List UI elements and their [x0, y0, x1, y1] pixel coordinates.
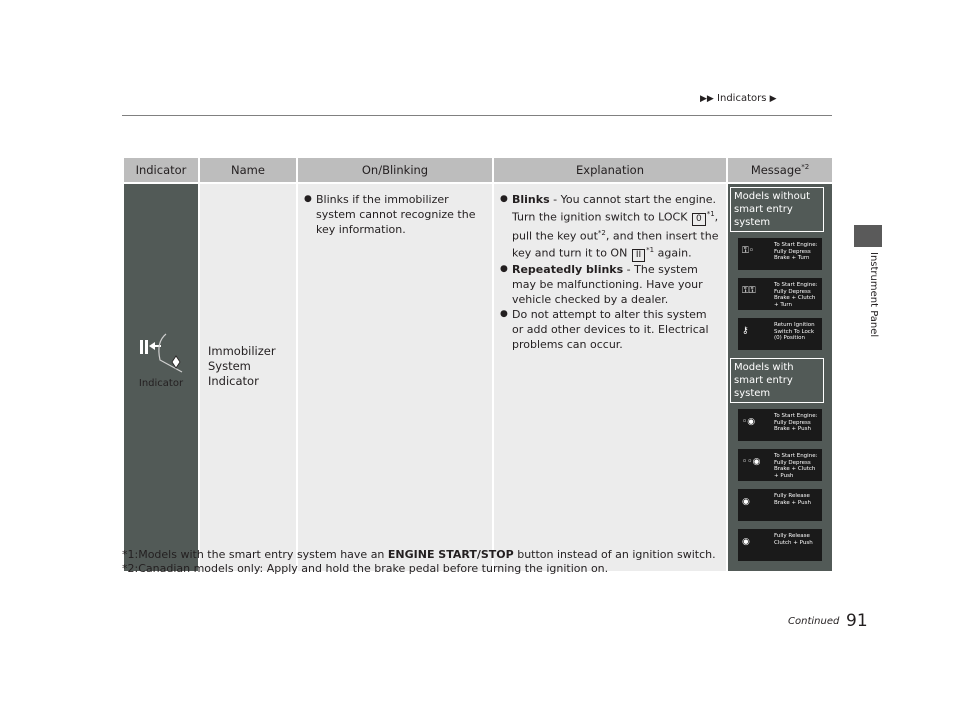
name-cell — [200, 184, 296, 571]
blinks-text-c: , and then insert the key and turn it to ON — [512, 229, 719, 260]
section-label: Instrument Panel — [868, 252, 879, 338]
message-display — [738, 449, 822, 481]
message-text: Fully Release Clutch + Push — [774, 533, 813, 546]
footnote-ref: *1 — [646, 246, 655, 255]
explanation-item-repeated — [500, 262, 720, 307]
indicator-label: Indicator — [138, 378, 184, 389]
message-text: To Start Engine: Fully Depress Brake + Clutch + Turn — [774, 282, 818, 308]
push-button-icon: ◉ — [742, 537, 750, 547]
key-brake-clutch-icon: ⚿⚿ — [742, 286, 756, 296]
message-display — [738, 318, 822, 350]
header-on-blinking: On/Blinking — [298, 158, 492, 182]
continued-label: Continued — [788, 616, 840, 627]
header-indicator: Indicator — [124, 158, 198, 182]
push-brake-clutch-icon: ◦◦◉ — [742, 457, 761, 467]
footnote-1-text-b: button instead of an ignition switch. — [513, 548, 716, 561]
chevron-right-icon: ▶▶ — [700, 94, 714, 104]
message-display — [738, 238, 822, 270]
footnote-1-button-name: ENGINE START/STOP — [387, 548, 514, 561]
table-header-row — [124, 158, 832, 182]
explanation-item-alter: ● Do not attempt to alter this system or add other devices to it. Electrical problems can occur. — [500, 307, 720, 352]
page-number: 91 — [846, 611, 868, 631]
chevron-right-icon: ▶ — [769, 94, 777, 104]
blinks-text-a: - You cannot start the engine. Turn the ignition switch to LOCK — [512, 193, 716, 224]
message-text: Return Ignition Switch To Lock (0) Position — [774, 322, 815, 341]
repeated-term: Repeatedly blinks — [512, 262, 624, 276]
message-cell — [728, 184, 832, 571]
name-line-1: Immobilizer — [208, 344, 276, 358]
repeated-text: - The system may be malfunctioning. Have your vehicle checked by a dealer. — [512, 262, 703, 306]
message-display — [738, 409, 822, 441]
footnote-ref: *2 — [597, 228, 606, 237]
message-text: To Start Engine: Fully Depress Brake + Turn — [774, 242, 818, 261]
header-message-sup: *2 — [801, 163, 810, 172]
header-message — [728, 158, 832, 182]
push-brake-icon: ◦◉ — [742, 417, 756, 427]
footnote-ref: *1 — [706, 210, 715, 218]
blinks-term: Blinks — [512, 193, 550, 206]
footnotes — [122, 548, 716, 576]
name-line-2: System Indicator — [208, 359, 259, 388]
indicator-table — [122, 156, 834, 573]
section-tab — [854, 225, 882, 247]
on-blinking-cell — [298, 184, 492, 571]
models-with-smart-entry-tag: Models with smart entry system — [730, 358, 824, 403]
footnote-1 — [122, 548, 716, 562]
header-message-label: Message — [750, 163, 802, 177]
indicator-cell — [124, 184, 198, 571]
blinks-text-d: again. — [654, 246, 692, 260]
header-explanation: Explanation — [494, 158, 726, 182]
breadcrumb-label: Indicators — [717, 93, 767, 104]
key-lock-icon: ⚷ — [742, 326, 749, 336]
header-name: Name — [200, 158, 296, 182]
key-brake-icon: ⚿◦ — [742, 246, 755, 256]
message-text: To Start Engine: Fully Depress Brake + Clutch + Push — [774, 453, 818, 479]
table-row — [124, 184, 832, 571]
explanation-cell — [494, 184, 726, 571]
header-rule — [122, 115, 832, 116]
push-button-icon: ◉ — [742, 497, 750, 507]
footnote-1-text-a: *1:Models with the smart entry system have an — [122, 548, 388, 561]
on-item: ● Blinks if the immobilizer system cannot recognize the key information. — [304, 192, 486, 237]
footnote-2: *2:Canadian models only: Apply and hold the brake pedal before turning the ignition on. — [122, 562, 609, 575]
blinks-text-b: , pull the key out — [512, 210, 719, 243]
message-text: Fully Release Brake + Push — [774, 493, 811, 506]
breadcrumb — [700, 93, 777, 104]
message-display — [738, 489, 822, 521]
on-key-glyph: II — [632, 249, 645, 262]
message-display — [738, 529, 822, 561]
message-text: To Start Engine: Fully Depress Brake + Push — [774, 413, 818, 432]
lock-key-glyph: 0 — [692, 213, 706, 226]
message-display — [738, 278, 822, 310]
models-without-smart-entry-tag: Models without smart entry system — [730, 187, 824, 232]
explanation-item-blinks — [500, 192, 720, 262]
